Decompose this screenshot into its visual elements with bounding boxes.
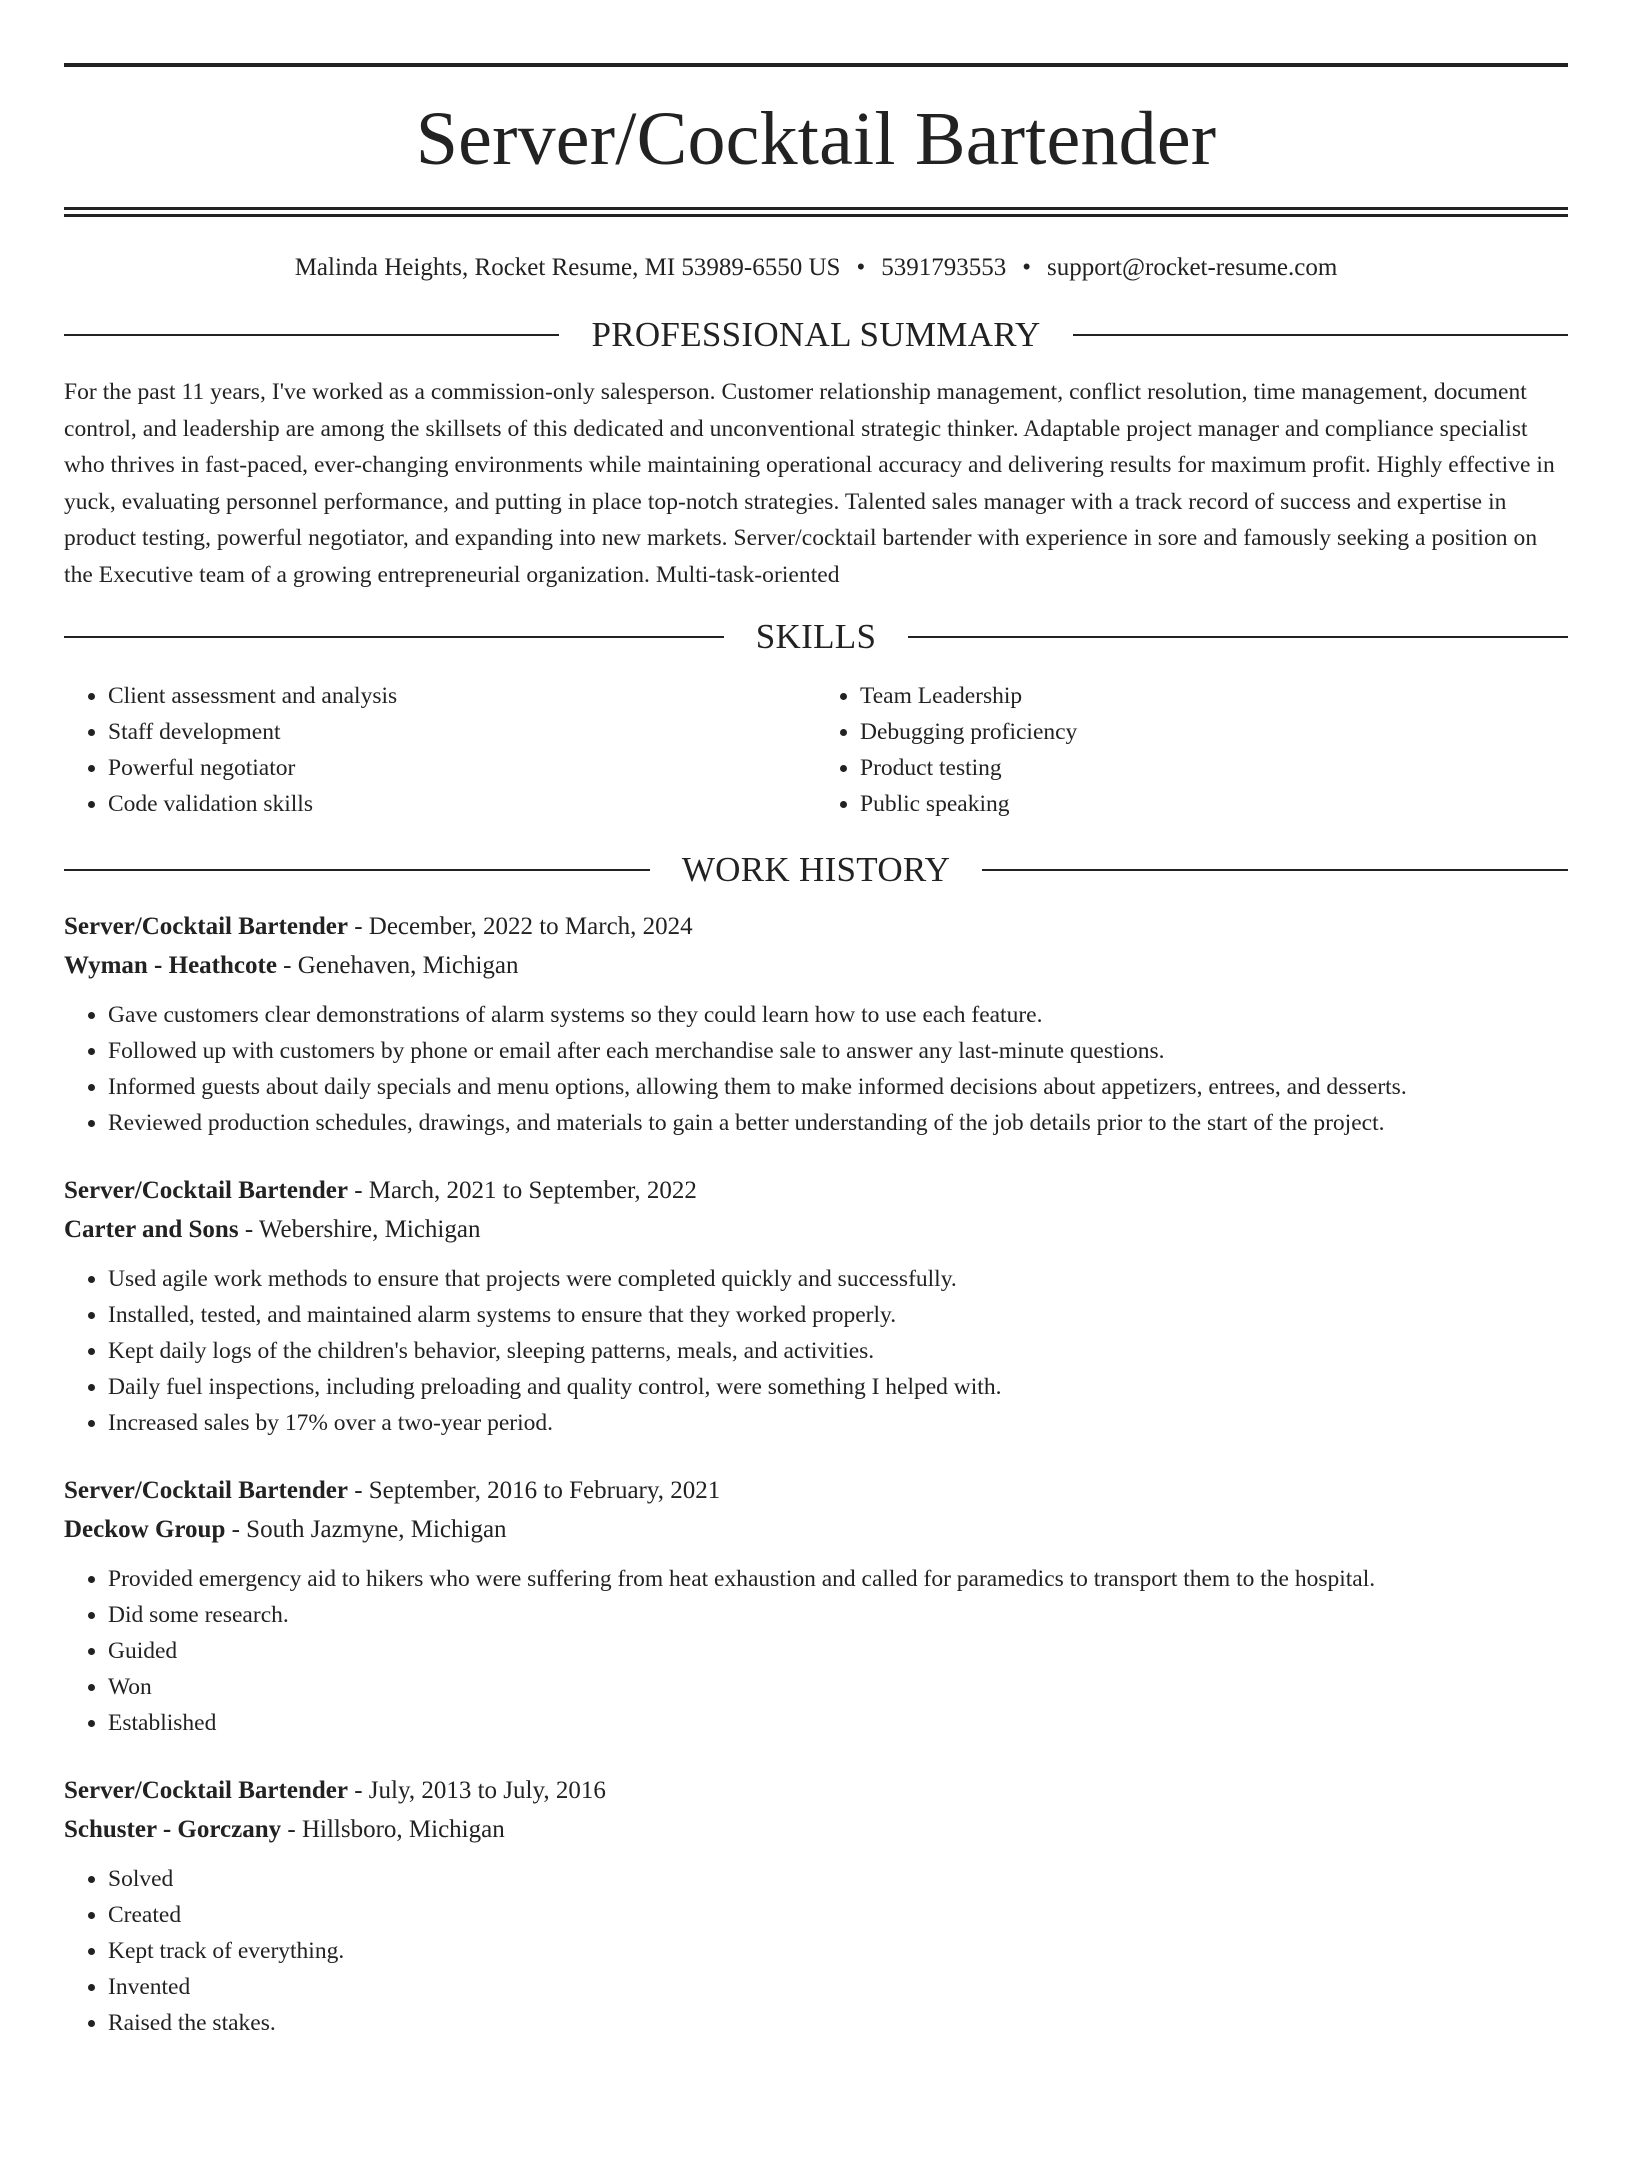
job-title: Server/Cocktail Bartender bbox=[64, 1777, 348, 1804]
job-bullet: • Raised the stakes. bbox=[108, 2005, 1568, 2041]
job-location: - Hillsboro, Michigan bbox=[281, 1816, 505, 1843]
skill-item: • Product testing bbox=[860, 750, 1568, 786]
job-bullets bbox=[64, 1261, 1568, 1441]
job-title-line bbox=[64, 907, 1568, 946]
contact-address: Malinda Heights, Rocket Resume, MI 53989-6550 US bbox=[294, 254, 841, 281]
contact-phone: 5391793553 bbox=[881, 254, 1007, 281]
skill-item: • Client assessment and analysis bbox=[108, 678, 816, 714]
contact-separator: • bbox=[1022, 254, 1031, 281]
summary-heading bbox=[64, 317, 1568, 352]
job-title-line bbox=[64, 1771, 1568, 1810]
job-company-line bbox=[64, 946, 1568, 985]
heading-rule-left bbox=[64, 636, 724, 638]
job-company: Wyman - Heathcote bbox=[64, 952, 277, 979]
skill-item: • Public speaking bbox=[860, 786, 1568, 822]
job-company: Deckow Group bbox=[64, 1516, 226, 1543]
job-dates: - September, 2016 to February, 2021 bbox=[347, 1477, 721, 1504]
job-entry bbox=[64, 1771, 1568, 2041]
job-bullet: • Followed up with customers by phone or email after each merchandise sale to answer any last-minute questions. bbox=[108, 1033, 1568, 1069]
job-bullet: • Created bbox=[108, 1897, 1568, 1933]
job-bullet: • Used agile work methods to ensure that projects were completed quickly and successfully. bbox=[108, 1261, 1568, 1297]
skill-item: • Debugging proficiency bbox=[860, 714, 1568, 750]
contact-line bbox=[64, 253, 1568, 283]
job-location: - South Jazmyne, Michigan bbox=[225, 1516, 507, 1543]
job-bullets bbox=[64, 1561, 1568, 1741]
job-entry bbox=[64, 907, 1568, 1141]
skills-heading bbox=[64, 619, 1568, 654]
job-bullets bbox=[64, 1861, 1568, 2041]
job-bullet: • Gave customers clear demonstrations of alarm systems so they could learn how to use each feature. bbox=[108, 997, 1568, 1033]
job-title-line bbox=[64, 1171, 1568, 1210]
skills-list bbox=[64, 678, 1568, 822]
job-title: Server/Cocktail Bartender bbox=[64, 1177, 348, 1204]
job-title: Server/Cocktail Bartender bbox=[64, 913, 348, 940]
job-location: - Webershire, Michigan bbox=[238, 1216, 481, 1243]
job-bullet: • Informed guests about daily specials and menu options, allowing them to make informed decisions about appetizers, entrees, and desserts. bbox=[108, 1069, 1568, 1105]
job-bullet: • Invented bbox=[108, 1969, 1568, 2005]
job-bullet: • Kept daily logs of the children's behavior, sleeping patterns, meals, and activities. bbox=[108, 1333, 1568, 1369]
job-location: - Genehaven, Michigan bbox=[276, 952, 519, 979]
contact-separator: • bbox=[856, 254, 866, 281]
job-bullet: • Solved bbox=[108, 1861, 1568, 1897]
heading-rule-right bbox=[1073, 334, 1568, 336]
job-dates: - March, 2021 to September, 2022 bbox=[347, 1177, 697, 1204]
top-rule bbox=[64, 63, 1568, 67]
heading-rule-right bbox=[982, 869, 1568, 871]
job-entry bbox=[64, 1471, 1568, 1741]
heading-rule-right bbox=[908, 636, 1568, 638]
job-title-line bbox=[64, 1471, 1568, 1510]
work-heading-label: WORK HISTORY bbox=[681, 850, 951, 889]
work-heading bbox=[64, 852, 1568, 887]
skills-column-right bbox=[816, 678, 1568, 822]
job-company-line bbox=[64, 1510, 1568, 1549]
job-entry bbox=[64, 1171, 1568, 1441]
skills-column-left bbox=[64, 678, 816, 822]
job-bullet: • Provided emergency aid to hikers who were suffering from heat exhaustion and called for paramedics to transport them to the hospital. bbox=[108, 1561, 1568, 1597]
summary-text: For the past 11 years, I've worked as a commission-only salesperson. Customer relationship management, conflict resolution, time management, document control, and leadership are among the skillsets of this dedicated and unconventional strategic thinker. Adaptable project manager and compliance specialist who thrives in fast-paced, ever-changing environments while maintaining operational accuracy and delivering results for maximum profit. Highly effective in yuck, evaluating personnel performance, and putting in place top-notch strategies. Talented sales manager with a track record of success and expertise in product testing, powerful negotiator, and expanding into new markets. Server/cocktail bartender with experience in sore and famously seeking a position on the Executive team of a growing entrepreneurial organization. Multi-task-oriented bbox=[64, 379, 1555, 588]
job-dates: - July, 2013 to July, 2016 bbox=[347, 1777, 606, 1804]
job-bullet: • Kept track of everything. bbox=[108, 1933, 1568, 1969]
skill-item: • Powerful negotiator bbox=[108, 750, 816, 786]
resume-page bbox=[0, 63, 1632, 2175]
heading-rule-left bbox=[64, 334, 559, 336]
job-company: Carter and Sons bbox=[64, 1216, 239, 1243]
job-bullet: • Installed, tested, and maintained alarm systems to ensure that they worked properly. bbox=[108, 1297, 1568, 1333]
job-dates: - December, 2022 to March, 2024 bbox=[347, 913, 693, 940]
job-company-line bbox=[64, 1210, 1568, 1249]
job-bullet: • Daily fuel inspections, including preloading and quality control, were something I helped with. bbox=[108, 1369, 1568, 1405]
skills-heading-label: SKILLS bbox=[755, 617, 877, 656]
job-bullet: • Did some research. bbox=[108, 1597, 1568, 1633]
summary-heading-label: PROFESSIONAL SUMMARY bbox=[591, 315, 1041, 354]
heading-rule-left bbox=[64, 869, 650, 871]
job-company-line bbox=[64, 1810, 1568, 1849]
skill-item: • Code validation skills bbox=[108, 786, 816, 822]
job-bullets bbox=[64, 997, 1568, 1141]
job-bullet: • Won bbox=[108, 1669, 1568, 1705]
job-bullet: • Increased sales by 17% over a two-year period. bbox=[108, 1405, 1568, 1441]
skill-item: • Team Leadership bbox=[860, 678, 1568, 714]
job-bullet: • Established bbox=[108, 1705, 1568, 1741]
title-double-rule bbox=[64, 207, 1568, 217]
page-title: Server/Cocktail Bartender bbox=[415, 97, 1217, 181]
contact-email: support@rocket-resume.com bbox=[1047, 254, 1338, 281]
job-company: Schuster - Gorczany bbox=[64, 1816, 282, 1843]
job-bullet: • Reviewed production schedules, drawings, and materials to gain a better understanding of the job details prior to the start of the project. bbox=[108, 1105, 1568, 1141]
skill-item: • Staff development bbox=[108, 714, 816, 750]
job-bullet: • Guided bbox=[108, 1633, 1568, 1669]
job-title: Server/Cocktail Bartender bbox=[64, 1477, 348, 1504]
